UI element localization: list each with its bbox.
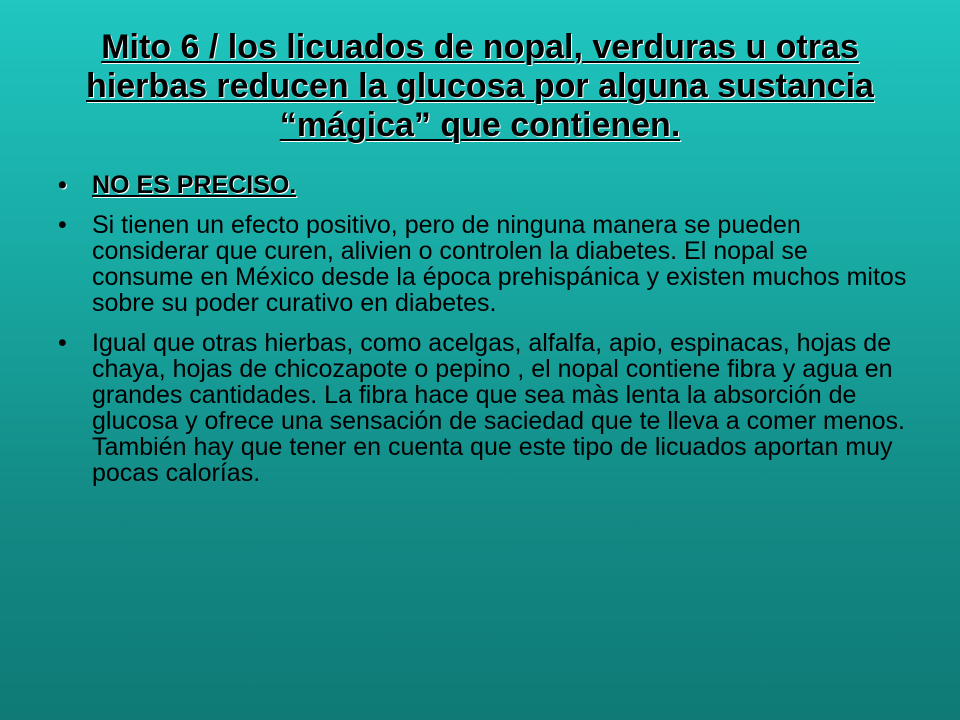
list-item	[58, 212, 908, 316]
bullet-icon: •	[58, 329, 67, 357]
bullet-icon: •	[58, 171, 67, 199]
slide-title: Mito 6 / los licuados de nopal, verduras u otras hierbas reducen la glucosa por alguna sustancia “mágica” que contienen.	[86, 28, 874, 144]
list-item-text: NO ES PRECISO.	[92, 171, 297, 199]
bullet-list	[58, 172, 908, 500]
list-item	[58, 172, 908, 198]
list-item-text: Si tienen un efecto positivo, pero de ninguna manera se pueden considerar que curen, alivien o controlen la diabetes. El nopal se consume en México desde la época prehispánica y existen muchos mitos sobre su poder curativo en diabetes.	[92, 211, 907, 317]
list-item-text: Igual que otras hierbas, como acelgas, alfalfa, apio, espinacas, hojas de chaya, hojas de chicozapote o pepino , el nopal contiene fibra y agua en grandes cantidades. La fibra hace que sea màs lenta la absorción de glucosa y ofrece una sensación de saciedad que te lleva a comer menos. También hay que tener en cuenta que este tipo de licuados aportan muy pocas calorías.	[92, 329, 905, 487]
bullet-icon: •	[58, 211, 67, 239]
list-item	[58, 330, 908, 486]
